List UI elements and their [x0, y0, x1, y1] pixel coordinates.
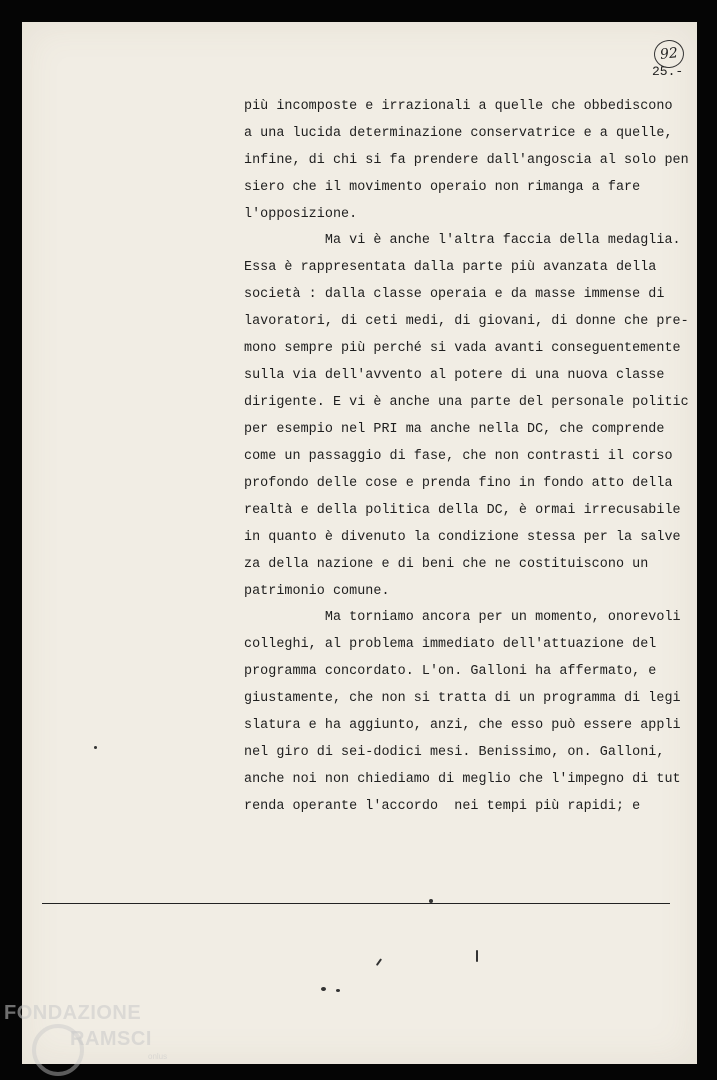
watermark-line-3: onlus	[148, 1052, 168, 1061]
text-line: Essa è rappresentata dalla parte più avanzata della	[244, 260, 657, 275]
text-line: l'opposizione.	[244, 207, 358, 222]
text-line: programma concordato. L'on. Galloni ha affermato, e	[244, 664, 657, 679]
text-line: giustamente, che non si tratta di un programma di legi	[244, 691, 681, 706]
text-line: infine, di chi si fa prendere dall'angoscia al solo pen	[244, 153, 689, 168]
ink-speck	[321, 987, 326, 991]
text-line: siero che il movimento operaio non rimanga a fare	[244, 180, 641, 195]
text-line: a una lucida determinazione conservatrice e a quelle,	[244, 126, 673, 141]
handwritten-page-number: 92	[653, 39, 686, 70]
text-line: slatura e ha aggiunto, anzi, che esso può essere appli	[244, 718, 681, 733]
fondazione-gramsci-watermark-logo	[4, 1002, 204, 1078]
text-line: Ma torniamo ancora per un momento, onorevoli	[244, 610, 681, 625]
watermark-line-2: RAMSCI	[70, 1028, 152, 1050]
text-line: dirigente. E vi è anche una parte del personale politic	[244, 395, 689, 410]
text-line: Ma vi è anche l'altra faccia della medaglia.	[244, 233, 681, 248]
text-line: in quanto è divenuto la condizione stessa per la salve	[244, 530, 681, 545]
watermark-line-1: FONDAZIONE	[4, 1002, 142, 1024]
text-line: colleghi, al problema immediato dell'attuazione del	[244, 637, 657, 652]
text-line: za della nazione e di beni che ne costituiscono un	[244, 557, 649, 572]
text-line: sulla via dell'avvento al potere di una nuova classe	[244, 368, 665, 383]
ink-mark	[476, 950, 478, 962]
text-line: profondo delle cose e prenda fino in fondo atto della	[244, 476, 673, 491]
horizontal-rule	[42, 903, 670, 904]
text-line: più incomposte e irrazionali a quelle che obbediscono	[244, 99, 673, 114]
text-line: anche noi non chiediamo di meglio che l'impegno di tut	[244, 772, 681, 787]
page-number: 25.-	[652, 64, 684, 79]
text-line: nel giro di sei-dodici mesi. Benissimo, on. Galloni,	[244, 745, 665, 760]
text-line: realtà e della politica della DC, è ormai irrecusabile	[244, 503, 681, 518]
text-line: renda operante l'accordo nei tempi più rapidi; e	[244, 799, 641, 814]
ink-speck	[336, 989, 340, 992]
text-line: come un passaggio di fase, che non contrasti il corso	[244, 449, 673, 464]
text-line: patrimonio comune.	[244, 584, 390, 599]
text-line: società : dalla classe operaia e da masse immense di	[244, 287, 665, 302]
text-line: mono sempre più perché si vada avanti conseguentemente	[244, 341, 681, 356]
ink-speck	[94, 746, 97, 749]
text-line: lavoratori, di ceti medi, di giovani, di donne che pre-	[244, 314, 689, 329]
ink-speck	[429, 899, 433, 903]
text-line: per esempio nel PRI ma anche nella DC, che comprende	[244, 422, 665, 437]
